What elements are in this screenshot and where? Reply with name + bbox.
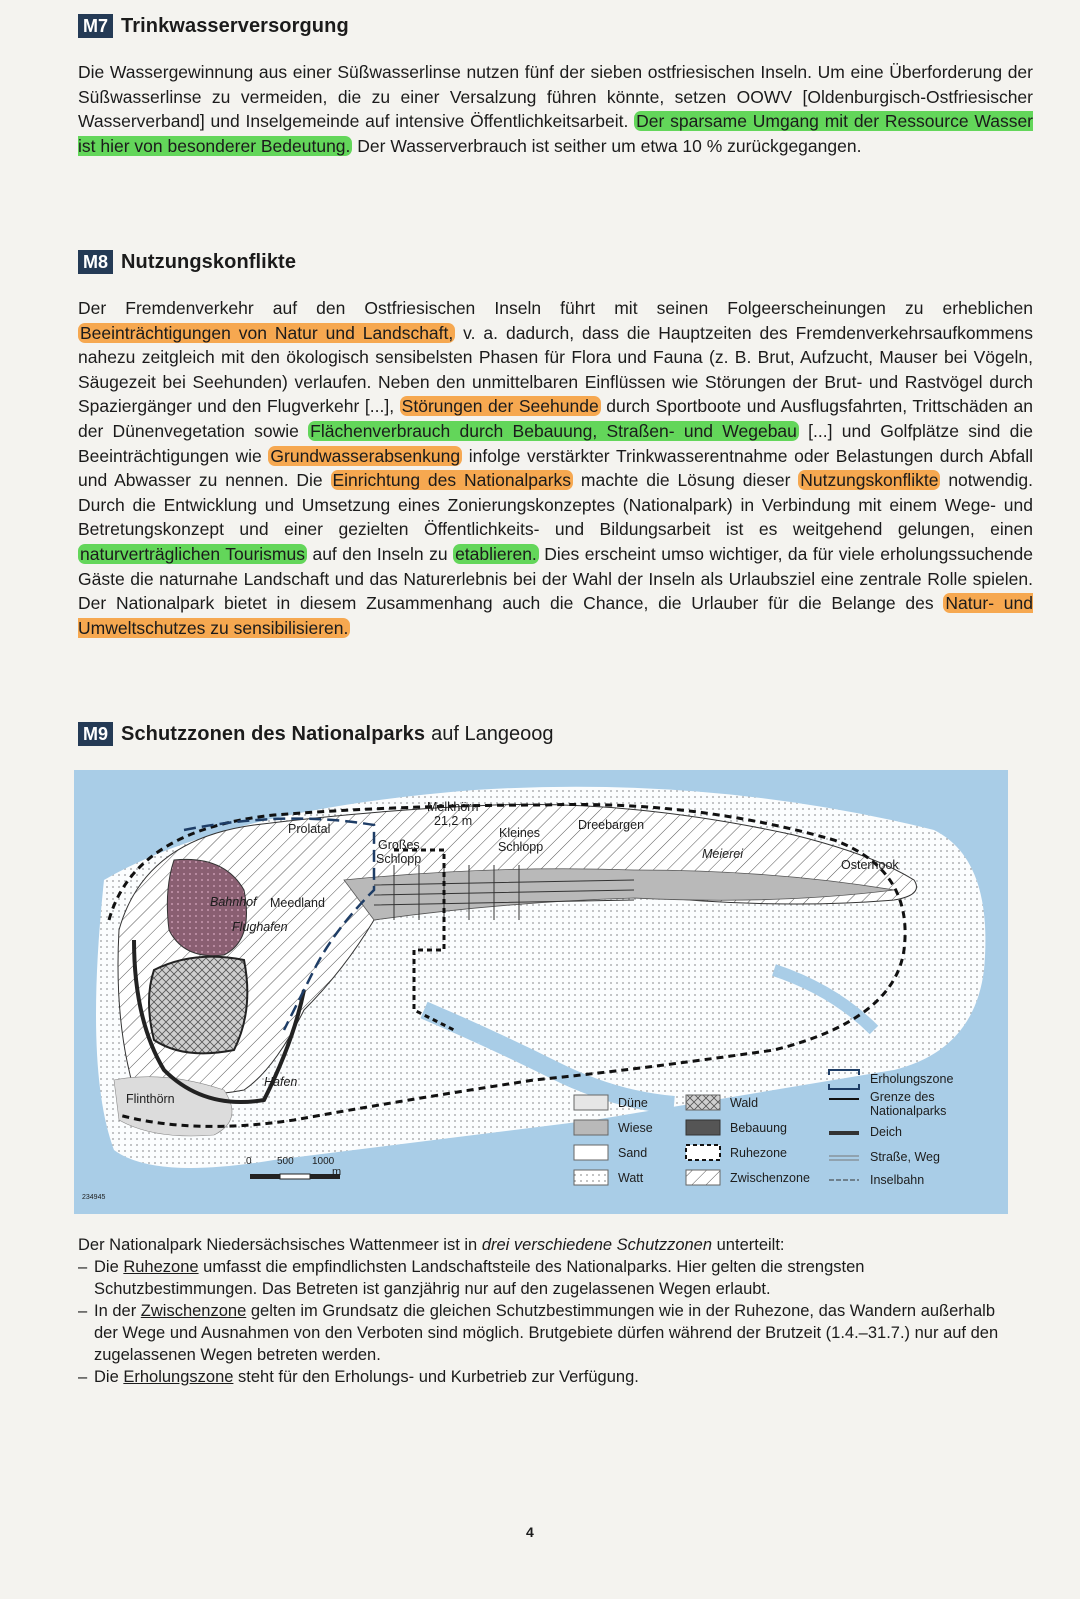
m8-text-part: machte die Lösung dieser (573, 470, 799, 491)
m8-highlight-green: Flächenverbrauch durch Bebauung, Straßen- und Wegebau (310, 420, 797, 441)
desc-text: Die (94, 1258, 124, 1276)
place-melkhorn: Melkhörn (427, 800, 479, 814)
place-flinthoern: Flinthörn (126, 1092, 175, 1106)
term-ruhezone: Ruhezone (123, 1258, 199, 1276)
place-meedland: Meedland (270, 896, 325, 910)
page-number: 4 (526, 1524, 534, 1540)
desc-text: umfasst die empfindlichsten Landschaftsteile des Nationalparks. Hier gelten die strengsten Schutzbestimmungen. Das Betreten ist ganzjährig nur auf den zugelassenen Wegen erlaubt. (94, 1258, 865, 1298)
m8-text-part: durch Sportboote und Ausflugsfahrten, Trittschäden an der Dünenvegetation sowie (78, 396, 1033, 441)
m8-text (78, 296, 1033, 640)
m7-text (78, 60, 1033, 158)
m8-highlight-orange: Grundwasserabsenkung (270, 445, 461, 466)
forest-area (149, 957, 247, 1054)
term-zwischenzone: Zwischenzone (140, 1302, 247, 1320)
legend-wald: Wald (730, 1096, 759, 1110)
legend-deich: Deich (870, 1125, 902, 1139)
place-prolatal: Prolatal (288, 822, 331, 836)
desc-intro (78, 1234, 1008, 1256)
m8-text-part: [...] und Golfplätze sind die Beeinträchtigungen wie (78, 420, 1033, 466)
m8-highlight-orange: Nutzungskonflikte (800, 470, 939, 491)
m8-highlight-green: etablieren. (455, 543, 537, 564)
zones-description (78, 1234, 1008, 1388)
m8-heading (78, 250, 296, 274)
place-grosses: Großes (378, 838, 420, 852)
legend-duene: Düne (618, 1096, 648, 1110)
m7-text-part: Der Wasserverbrauch ist seither um etwa 10 % zurückgegangen. (352, 135, 862, 156)
m8-title: Nutzungskonflikte (121, 250, 297, 273)
m7-text-part: Die Wassergewinnung aus einer Süßwasserlinse nutzen fünf der sieben ostfriesischen Inseln. Um eine Überforderung der Süßwasserlinse zu vermeiden, die zu einer Versalzung führen könnte, setzen OOWV [Oldenburgisch-Ostfriesischer Wasserverband] und Inselgemeinde auf intensive Öffentlichkeitsarbeit. (78, 62, 1033, 132)
m7-highlight: Der sparsame Umgang mit der Ressource Wasser ist hier von besonderer Bedeutung. (78, 111, 1033, 156)
langeoog-map (74, 770, 1008, 1214)
legend-watt: Watt (618, 1171, 644, 1185)
place-meierei: Meierei (702, 847, 743, 861)
m9-heading (78, 722, 553, 746)
m8-highlight-orange: Störungen der Seehunde (401, 396, 599, 417)
legend-sand: Sand (618, 1146, 648, 1160)
legend-grenze-1: Grenze des (870, 1090, 935, 1104)
m8-text-part: auf den Inseln zu (306, 543, 454, 564)
legend-grenze-2: Nationalparks (870, 1104, 947, 1118)
scale-bar (250, 1174, 340, 1179)
scale-label-0: 0 (246, 1156, 252, 1167)
term-erholungszone: Erholungszone (123, 1368, 234, 1386)
m8-tag: M8 (78, 250, 113, 274)
m8-highlight-green: naturverträglichen Tourismus (80, 543, 305, 564)
legend-zwischenzone: Zwischenzone (730, 1171, 810, 1185)
m8-highlight-orange: Einrichtung des Nationalparks (332, 470, 572, 491)
desc-ruhezone (78, 1256, 1008, 1300)
scale-label-500: 500 (277, 1156, 294, 1167)
desc-text: steht für den Erholungs- und Kurbetrieb zur Verfügung. (233, 1368, 639, 1386)
m8-highlight-orange: Beeinträchtigungen von Natur und Landschaft, (80, 322, 454, 343)
m8-text-part: Der Fremdenverkehr auf den Ostfriesischen Inseln führt mit seinen Folgeerscheinungen zu erheblichen (78, 298, 1033, 318)
map-graphic (74, 770, 1008, 1214)
m8-text-part: infolge verstärkter Trinkwasserentnahme oder Belastungen durch Abfall und Abwasser zu nennen. Die (78, 445, 1034, 491)
place-bahnhof: Bahnhof (210, 895, 257, 909)
m8-text-part: v. a. dadurch, dass die Hauptzeiten des Fremdenverkehrsaufkommens nahezu zeitgleich mit den ökologisch sensibelsten Phasen für Flora und Fauna (z. B. Brut, Aufzucht, Mauser bei Vögeln, Säugezeit bei Seehunden) verlaufen. Neben den unmittelbaren Einflüssen wie Störungen der Brut- und Rastvögel durch Spaziergänger und den Flugverkehr [...], (78, 322, 1033, 417)
m7-heading (78, 14, 349, 38)
place-osterhook: Osterhook (841, 858, 899, 872)
desc-erholungszone (78, 1366, 1008, 1388)
place-kleines: Kleines (499, 826, 540, 840)
place-grosses-2: Schlopp (376, 852, 422, 866)
place-hafen: Hafen (264, 1075, 298, 1089)
legend-strasse: Straße, Weg (870, 1150, 940, 1164)
m9-tag: M9 (78, 722, 113, 746)
desc-zwischenzone (78, 1300, 1008, 1366)
m7-tag: M7 (78, 14, 113, 38)
legend-bebauung: Bebauung (730, 1121, 788, 1135)
place-flughafen: Flughafen (232, 920, 288, 934)
desc-italic: drei verschiedene Schutzzonen (481, 1236, 713, 1254)
place-dreebargen: Dreebargen (578, 818, 645, 832)
legend-wiese: Wiese (618, 1121, 653, 1135)
m7-title: Trinkwasserversorgung (121, 14, 349, 37)
legend-inselbahn: Inselbahn (870, 1173, 925, 1187)
m8-text-part: Dies erscheint umso wichtiger, da für viele erholungssuchende Gäste die naturnahe Landschaft und das Naturerlebnis bei der Wahl der Inseln als Urlaubsziel eine zentrale Rolle spielen. Der Nationalpark bietet in diesem Zusammenhang auch die Chance, die Urlauber für die Belange des (78, 543, 1033, 614)
scale-label-1000: 1000 (312, 1156, 335, 1167)
m9-subtitle: auf Langeoog (431, 722, 554, 745)
place-kleines-2: Schlopp (498, 840, 544, 854)
m8-text-part: notwendig. Durch die Entwicklung und Umsetzung eines Zonierungskonzeptes (Nationalpark) in Verbindung mit einem Wege- und Betretungskonzept und einer gezielten Öffentlichkeits- und Bildungsarbeit ist es weitgehend gelungen, einen (78, 470, 1033, 540)
desc-text: gelten im Grundsatz die gleichen Schutzbestimmungen wie in der Ruhezone, das Wandern außerhalb der Wege und Ausnahmen von den Verboten sind möglich. Brutgebiete dürfen während der Brutzeit (1.4.–31.7.) nur auf den zugelassenen Wegen betreten werden. (94, 1302, 999, 1364)
m9-title: Schutzzonen des Nationalparks (121, 722, 426, 745)
m8-highlight-orange: Natur- und Umweltschutzes zu sensibilisieren. (78, 593, 1033, 638)
desc-text: Die (94, 1368, 124, 1386)
desc-text: Der Nationalpark Niedersächsisches Wattenmeer ist in (78, 1236, 482, 1254)
scale-unit: m (332, 1166, 342, 1178)
legend-ruhezone: Ruhezone (730, 1146, 787, 1160)
place-melkhorn-height: 21,2 m (434, 814, 473, 828)
desc-text: unterteilt: (712, 1236, 785, 1254)
desc-text: In der (94, 1302, 141, 1320)
legend-erholungszone: Erholungszone (870, 1072, 954, 1086)
map-code: 234945 (82, 1194, 106, 1201)
